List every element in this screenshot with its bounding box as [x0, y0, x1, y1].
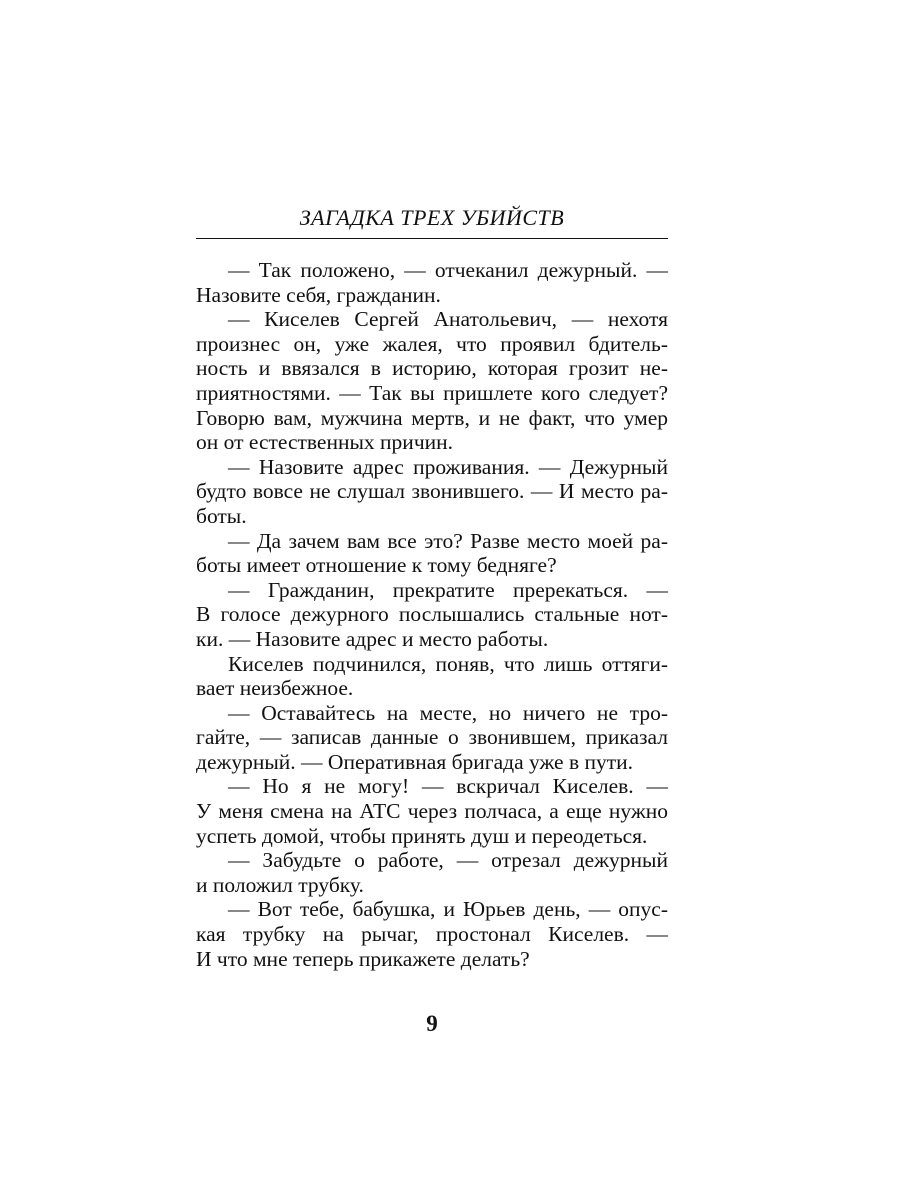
text-line: У меня смена на АТС через полчаса, а еще нужно — [196, 799, 668, 824]
text-line: В голосе дежурного послышались стальные нот- — [196, 602, 668, 627]
text-line: боты имеет отношение к тому бедняге? — [196, 553, 557, 578]
text-line: приятностями. — Так вы пришлете кого следует? — [196, 380, 668, 405]
text-line: ность и ввязался в историю, которая грозит не- — [196, 356, 668, 381]
text-line: дежурный. — Оперативная бригада уже в пути. — [196, 749, 634, 774]
text-line: ки. — Назовите адрес и место работы. — [196, 626, 549, 651]
text-line: произнес он, уже жалея, что проявил бдитель- — [196, 331, 668, 356]
text-line: — Да зачем вам все это? Разве место моей ра- — [228, 528, 668, 553]
text-line: — Так положено, — отчеканил дежурный. — — [228, 258, 668, 282]
text-line: Киселев подчинился, поняв, что лишь оттяги- — [228, 651, 668, 676]
text-line: — Оставайтесь на месте, но ничего не тро- — [228, 700, 668, 725]
text-line: И что мне теперь прикажете делать? — [196, 946, 530, 971]
text-line: кая трубку на рычаг, простонал Киселев. — — [196, 922, 668, 947]
text-line: он от естественных причин. — [196, 430, 454, 455]
header-rule — [196, 238, 668, 239]
text-line: Говорю вам, мужчина мертв, и не факт, что умер — [196, 405, 668, 430]
text-line: боты. — [196, 503, 247, 528]
text-line: гайте, — записав данные о звонившем, приказал — [196, 725, 668, 750]
text-line: — Забудьте о работе, — отрезал дежурный — [228, 848, 668, 873]
text-line: — Гражданин, прекратите пререкаться. — — [228, 577, 668, 602]
text-line: — Вот тебе, бабушка, и Юрьев день, — опус- — [228, 897, 668, 922]
text-line: будто вовсе не слушал звонившего. — И место ра- — [196, 479, 668, 504]
body-text — [196, 258, 668, 971]
text-line: и положил трубку. — [196, 872, 364, 897]
text-line: — Но я не могу! — вскричал Киселев. — — [228, 774, 668, 799]
running-head: ЗАГАДКА ТРЕХ УБИЙСТВ — [299, 205, 565, 230]
page-number: 9 — [426, 1011, 438, 1036]
text-line: вает неизбежное. — [196, 676, 354, 701]
text-line: успеть домой, чтобы принять душ и переодеться. — [196, 823, 648, 848]
text-line: — Назовите адрес проживания. — Дежурный — [228, 454, 668, 479]
text-line: Назовите себя, гражданин. — [196, 282, 441, 307]
text-line: — Киселев Сергей Анатольевич, — нехотя — [228, 307, 668, 332]
